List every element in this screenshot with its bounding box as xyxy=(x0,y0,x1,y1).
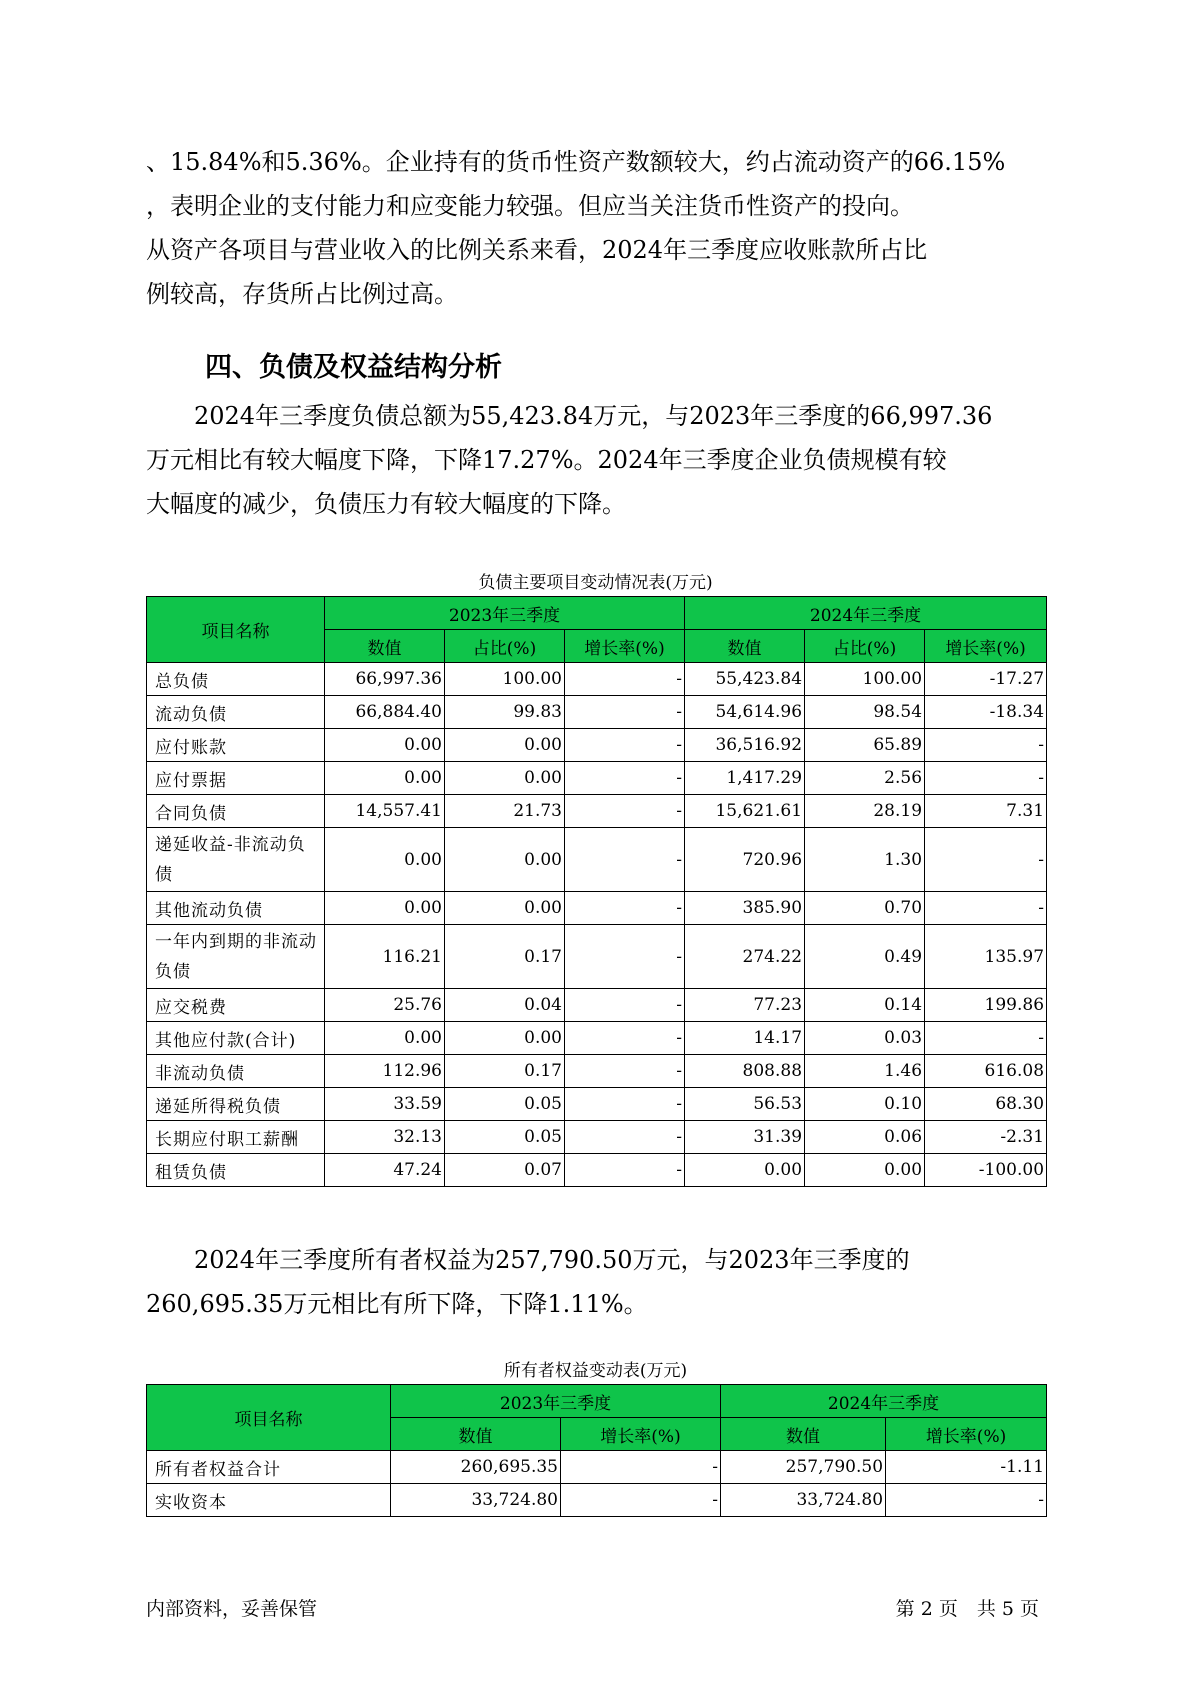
share-2024: 0.14 xyxy=(805,989,925,1022)
value-2024: 31.39 xyxy=(685,1121,805,1154)
value-2024: 385.90 xyxy=(685,892,805,925)
growth-2023: - xyxy=(565,1154,685,1187)
share-2024: 0.00 xyxy=(805,1154,925,1187)
table-row xyxy=(147,1451,1047,1484)
table-row xyxy=(147,828,1047,892)
share-2023: 0.00 xyxy=(445,729,565,762)
growth-2023: - xyxy=(561,1484,721,1517)
growth-2023: - xyxy=(565,989,685,1022)
row-name: 合同负债 xyxy=(147,795,325,828)
growth-2023: - xyxy=(561,1451,721,1484)
growth-header: 增长率(%) xyxy=(565,630,685,663)
share-2024: 28.19 xyxy=(805,795,925,828)
paragraph-line: 例较高，存货所占比例过高。 xyxy=(146,280,458,308)
value-2024: 808.88 xyxy=(685,1055,805,1088)
paragraph-line: 、15.84%和5.36%。企业持有的货币性资产数额较大，约占流动资产的66.15% xyxy=(146,148,1006,176)
share-2024: 1.46 xyxy=(805,1055,925,1088)
paragraph-line: ，表明企业的支付能力和应变能力较强。但应当关注货币性资产的投向。 xyxy=(146,192,914,220)
growth-2024: 135.97 xyxy=(925,925,1047,989)
section-heading: 四、负债及权益结构分析 xyxy=(205,352,502,383)
share-2023: 0.00 xyxy=(445,828,565,892)
value-2024: 720.96 xyxy=(685,828,805,892)
growth-2024: -18.34 xyxy=(925,696,1047,729)
value-2023: 0.00 xyxy=(325,1022,445,1055)
growth-2024: -100.00 xyxy=(925,1154,1047,1187)
row-name: 实收资本 xyxy=(147,1484,391,1517)
share-2023: 0.07 xyxy=(445,1154,565,1187)
row-name: 递延所得税负债 xyxy=(147,1088,325,1121)
value-2024: 33,724.80 xyxy=(721,1484,886,1517)
share-2023: 0.05 xyxy=(445,1121,565,1154)
paragraph-line: 万元相比有较大幅度下降，下降17.27%。2024年三季度企业负债规模有较 xyxy=(146,446,947,474)
table-row xyxy=(147,1121,1047,1154)
growth-2023: - xyxy=(565,795,685,828)
value-2024: 0.00 xyxy=(685,1154,805,1187)
growth-2024: -1.11 xyxy=(886,1451,1047,1484)
growth-2024: - xyxy=(925,1022,1047,1055)
row-name: 流动负债 xyxy=(147,696,325,729)
row-name: 应付账款 xyxy=(147,729,325,762)
paragraph-line: 2024年三季度负债总额为55,423.84万元，与2023年三季度的66,997.36 xyxy=(146,402,993,430)
value-2024: 77.23 xyxy=(685,989,805,1022)
table-row xyxy=(147,989,1047,1022)
growth-2024: - xyxy=(925,892,1047,925)
share-2024: 0.03 xyxy=(805,1022,925,1055)
value-2024: 55,423.84 xyxy=(685,663,805,696)
value-header: 数值 xyxy=(685,630,805,663)
growth-2024: - xyxy=(925,729,1047,762)
value-2023: 0.00 xyxy=(325,828,445,892)
growth-2024: 616.08 xyxy=(925,1055,1047,1088)
paragraph-line: 大幅度的减少，负债压力有较大幅度的下降。 xyxy=(146,490,626,518)
share-header: 占比(%) xyxy=(805,630,925,663)
period-2023-header: 2023年三季度 xyxy=(325,597,685,630)
liability-paragraph xyxy=(146,394,1066,526)
value-2023: 0.00 xyxy=(325,892,445,925)
share-header: 占比(%) xyxy=(445,630,565,663)
growth-2024: - xyxy=(886,1484,1047,1517)
value-2023: 47.24 xyxy=(325,1154,445,1187)
growth-2023: - xyxy=(565,1121,685,1154)
footer-page-number: 第 2 页 共 5 页 xyxy=(895,1598,1039,1620)
value-2024: 54,614.96 xyxy=(685,696,805,729)
equity-table xyxy=(146,1384,1047,1517)
value-2023: 116.21 xyxy=(325,925,445,989)
share-2023: 0.00 xyxy=(445,762,565,795)
row-name: 应交税费 xyxy=(147,989,325,1022)
growth-2024: 7.31 xyxy=(925,795,1047,828)
share-2023: 0.04 xyxy=(445,989,565,1022)
row-name: 长期应付职工薪酬 xyxy=(147,1121,325,1154)
table-row xyxy=(147,696,1047,729)
row-name: 总负债 xyxy=(147,663,325,696)
table-row xyxy=(147,729,1047,762)
share-2024: 0.70 xyxy=(805,892,925,925)
value-2023: 66,997.36 xyxy=(325,663,445,696)
growth-2023: - xyxy=(565,663,685,696)
growth-2023: - xyxy=(565,828,685,892)
growth-2024: 199.86 xyxy=(925,989,1047,1022)
table-row xyxy=(147,795,1047,828)
value-2024: 56.53 xyxy=(685,1088,805,1121)
value-2024: 274.22 xyxy=(685,925,805,989)
share-2023: 21.73 xyxy=(445,795,565,828)
row-name: 所有者权益合计 xyxy=(147,1451,391,1484)
item-name-header: 项目名称 xyxy=(147,1385,391,1451)
period-2024-header: 2024年三季度 xyxy=(721,1385,1047,1418)
value-2023: 260,695.35 xyxy=(391,1451,561,1484)
liability-table-caption: 负债主要项目变动情况表(万元) xyxy=(478,573,713,593)
value-2023: 32.13 xyxy=(325,1121,445,1154)
value-header: 数值 xyxy=(325,630,445,663)
growth-2023: - xyxy=(565,762,685,795)
row-name: 递延收益-非流动负债 xyxy=(147,828,325,892)
value-2023: 0.00 xyxy=(325,729,445,762)
row-name: 租赁负债 xyxy=(147,1154,325,1187)
growth-header: 增长率(%) xyxy=(886,1418,1047,1451)
footer-confidential-note: 内部资料，妥善保管 xyxy=(146,1598,318,1620)
share-2023: 0.17 xyxy=(445,1055,565,1088)
period-2023-header: 2023年三季度 xyxy=(391,1385,721,1418)
value-header: 数值 xyxy=(721,1418,886,1451)
value-2023: 112.96 xyxy=(325,1055,445,1088)
share-2024: 0.49 xyxy=(805,925,925,989)
table-row xyxy=(147,1154,1047,1187)
share-2023: 0.00 xyxy=(445,1022,565,1055)
share-2024: 98.54 xyxy=(805,696,925,729)
row-name: 其他应付款(合计) xyxy=(147,1022,325,1055)
value-2024: 14.17 xyxy=(685,1022,805,1055)
equity-paragraph xyxy=(146,1238,1066,1326)
share-2024: 65.89 xyxy=(805,729,925,762)
intro-paragraph xyxy=(146,140,1066,316)
growth-header: 增长率(%) xyxy=(561,1418,721,1451)
value-header: 数值 xyxy=(391,1418,561,1451)
share-2024: 100.00 xyxy=(805,663,925,696)
share-2024: 0.06 xyxy=(805,1121,925,1154)
table-row xyxy=(147,1055,1047,1088)
share-2024: 1.30 xyxy=(805,828,925,892)
item-name-header: 项目名称 xyxy=(147,597,325,663)
growth-2023: - xyxy=(565,892,685,925)
growth-2024: -17.27 xyxy=(925,663,1047,696)
row-name: 其他流动负债 xyxy=(147,892,325,925)
table-row xyxy=(147,663,1047,696)
share-2023: 0.05 xyxy=(445,1088,565,1121)
paragraph-line: 从资产各项目与营业收入的比例关系来看，2024年三季度应收账款所占比 xyxy=(146,236,928,264)
growth-2024: - xyxy=(925,828,1047,892)
row-name: 应付票据 xyxy=(147,762,325,795)
period-2024-header: 2024年三季度 xyxy=(685,597,1047,630)
paragraph-line: 260,695.35万元相比有所下降，下降1.11%。 xyxy=(146,1290,648,1318)
share-2023: 99.83 xyxy=(445,696,565,729)
share-2024: 2.56 xyxy=(805,762,925,795)
share-2023: 0.00 xyxy=(445,892,565,925)
value-2023: 33,724.80 xyxy=(391,1484,561,1517)
growth-2024: 68.30 xyxy=(925,1088,1047,1121)
growth-2023: - xyxy=(565,696,685,729)
growth-2023: - xyxy=(565,1055,685,1088)
table-row xyxy=(147,892,1047,925)
growth-2023: - xyxy=(565,1088,685,1121)
paragraph-line: 2024年三季度所有者权益为257,790.50万元，与2023年三季度的 xyxy=(146,1246,910,1274)
value-2023: 25.76 xyxy=(325,989,445,1022)
table-row xyxy=(147,925,1047,989)
table-row xyxy=(147,762,1047,795)
growth-2023: - xyxy=(565,1022,685,1055)
row-name: 一年内到期的非流动负债 xyxy=(147,925,325,989)
value-2023: 14,557.41 xyxy=(325,795,445,828)
growth-2024: -2.31 xyxy=(925,1121,1047,1154)
table-row xyxy=(147,1088,1047,1121)
row-name: 非流动负债 xyxy=(147,1055,325,1088)
share-2023: 0.17 xyxy=(445,925,565,989)
value-2024: 257,790.50 xyxy=(721,1451,886,1484)
share-2024: 0.10 xyxy=(805,1088,925,1121)
value-2024: 1,417.29 xyxy=(685,762,805,795)
liability-table xyxy=(146,596,1047,1187)
growth-2024: - xyxy=(925,762,1047,795)
share-2023: 100.00 xyxy=(445,663,565,696)
value-2023: 66,884.40 xyxy=(325,696,445,729)
table-row xyxy=(147,1022,1047,1055)
value-2023: 0.00 xyxy=(325,762,445,795)
growth-2023: - xyxy=(565,925,685,989)
value-2024: 15,621.61 xyxy=(685,795,805,828)
growth-2023: - xyxy=(565,729,685,762)
value-2024: 36,516.92 xyxy=(685,729,805,762)
equity-table-caption: 所有者权益变动表(万元) xyxy=(503,1361,688,1381)
table-row xyxy=(147,1484,1047,1517)
value-2023: 33.59 xyxy=(325,1088,445,1121)
growth-header: 增长率(%) xyxy=(925,630,1047,663)
